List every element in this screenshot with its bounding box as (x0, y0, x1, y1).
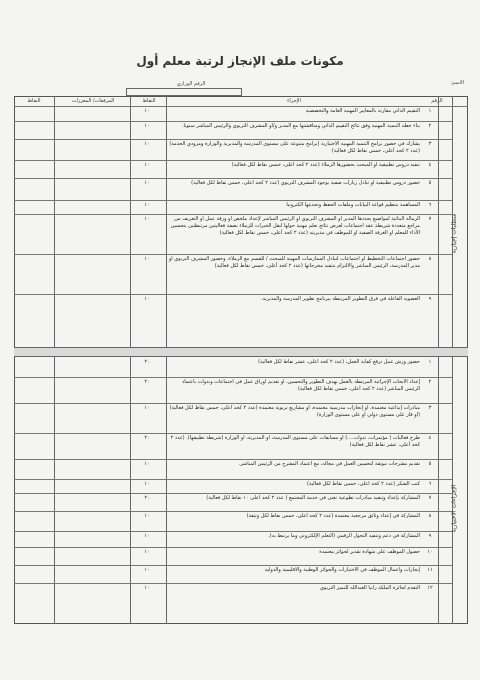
column-divider (438, 96, 439, 624)
section-label-mandatory: متطلبات إجبارية (450, 213, 458, 254)
row-points: ١٠ (144, 533, 150, 539)
row-points: ١٠ (144, 461, 150, 467)
column-divider (130, 96, 131, 624)
row-points: ١٠ (144, 481, 150, 487)
row-number: ٤ (428, 162, 432, 168)
row-procedure: إعداد الأبحاث الإجرائية المرتبطة بالعمل بهدف التطوير والتحسين، او تقديم اوراق عمل في اجتماعات وندوات باعتماد الرئيس المباشر (عدد ٢ كحد أعلى، خمس نقاط لكل فعالية) (182, 379, 420, 392)
page-title: مكونات ملف الإنجاز لرتبة معلم أول (136, 54, 344, 68)
header-points: النقاط (142, 98, 156, 104)
column-divider (54, 96, 55, 624)
row-divider (14, 547, 452, 548)
header-number: الرقم (431, 98, 443, 104)
row-points: ٢٠ (144, 495, 150, 501)
column-divider (452, 96, 453, 624)
header-points-awarded: النقاط (27, 98, 41, 104)
row-points: ١٠ (144, 567, 150, 573)
row-number: ١٠ (427, 549, 433, 555)
row-procedure: تنفيذ دروس تطبيقية أو المبحث بحضورها الزملاء (عدد ٢ كحد أعلى، خمس نقاط لكل فعالية) (231, 162, 420, 168)
row-number: ٥ (428, 180, 432, 186)
row-divider (14, 254, 452, 255)
header-attachments: المرفقات/ المعززات (71, 98, 115, 104)
row-procedure: التقدم لجائزة الملكة رانيا العبدالله للتميز التربوي (320, 585, 420, 591)
row-procedure: كتب الشكر (عدد ٢ كحد أعلى، خمس نقاط لكل فعالية) (307, 481, 420, 487)
row-points: ١٠ (144, 585, 150, 591)
header-divider (14, 106, 468, 107)
row-points: ١٠ (144, 202, 150, 208)
row-points: ١٠ (144, 405, 150, 411)
section-separator (14, 347, 468, 357)
row-procedure: يشارك في حضور برامج التنمية المهنية الاختيارية (برامج متنوعة على مستوى المدرسة والمديرية والوزارة ومزودي الخدمة) (عدد ٢ كحد أعلى، خمس نقاط لكل فعالية) (169, 141, 420, 154)
row-divider (14, 160, 452, 161)
row-divider (14, 433, 452, 434)
row-divider (14, 459, 452, 460)
row-number: ٢ (428, 123, 432, 129)
row-points: ٢٠ (144, 359, 150, 365)
row-points: ١٠ (144, 141, 150, 147)
row-number: ٦ (428, 202, 432, 208)
row-number: ٩ (428, 533, 432, 539)
row-number: ٣ (428, 141, 432, 147)
row-number: ٩ (428, 296, 432, 302)
row-divider (14, 565, 452, 566)
row-procedure: بناء خطة التنمية المهنية وفق نتائج التقييم الذاتي ومناقشتها مع المدير و/أو المشرف التربوي والرئيس المباشر سنوياً. (181, 123, 420, 129)
row-divider (14, 377, 452, 378)
row-divider (14, 531, 452, 532)
ministry-number-box (126, 88, 242, 96)
row-points: ١٠ (144, 216, 150, 222)
row-procedure: حصول الموظف على شهادة تقدير لجوائز معتمدة (319, 549, 420, 555)
row-number: ٢ (428, 379, 432, 385)
row-points: ١٠ (144, 108, 150, 114)
row-divider (14, 493, 452, 494)
row-procedure: المشاركة في دعم وتنفيذ التحول الرقمي (التعلم الإلكتروني وما يرتبط به). (268, 533, 420, 539)
row-procedure: المشاركة في إعداد وثائق مرجعية معتمدة (عدد ٢ كحد أعلى، خمس نقاط لكل وثيقة) (246, 513, 420, 519)
row-points: ٢٠ (144, 435, 150, 441)
row-procedure: المساهمة بتنظيم قواعد البيانات وملفات الحفظ وتحديثها الكترونيا (286, 202, 420, 208)
row-procedure: تقديم مقترحات موثقة لتحسين العمل في مجاله، مع اعتماد المقترح من الرئيس المباشر. (238, 461, 420, 467)
row-number: ٣ (428, 405, 432, 411)
row-divider (14, 511, 452, 512)
row-divider (14, 121, 452, 122)
row-points: ١٠ (144, 162, 150, 168)
row-procedure: إنجازات وأعمال الموظف في الاختبارات والجوائز الوطنية والاقليمية والدولية (264, 567, 420, 573)
row-procedure: العضوية الفاعلة في فرق التطوير المرتبطة ببرنامج تطوير المدرسة والمديرية. (260, 296, 420, 302)
row-points: ١٠ (144, 256, 150, 262)
row-number: ٦ (428, 481, 432, 487)
row-procedure: التقييم الذاتي مقارنة بالمعايير المهنية العامة والتخصصية (305, 108, 420, 114)
row-divider (14, 214, 452, 215)
row-number: ٧ (428, 495, 432, 501)
row-number: ١٢ (427, 585, 433, 591)
row-procedure: طرح فعاليات ( مؤتمرات، ندوات....) او مسابقات على مستوى المدرسة، أو المديرية، أو الوزارة (شريطة تطبيقها). (عدد ٢ كحد أعلى، عشر نقاط لكل فعالية) (170, 435, 420, 448)
row-points: ١٠ (144, 180, 150, 186)
row-divider (14, 139, 452, 140)
row-divider (14, 583, 452, 584)
row-number: ٤ (428, 435, 432, 441)
row-number: ١ (428, 108, 432, 114)
row-number: ٨ (428, 513, 432, 519)
row-procedure: حضور اجتماعات التخطيط أو اجتماعات لتبادل الممارسات المهنية للمبحث / للقسم مع الزملاء، وحضور المشرف التربوي أو مدير المدرسة، الرئيس المباشر والالتزام بتنفيذ مخرجاتها (عدد ٢ كحد أعلى، خمس نقاط لكل فعالية) (168, 256, 420, 269)
row-points: ٢٠ (144, 379, 150, 385)
row-procedure: مبادرات إبداعية معتمدة، او إنجازات مدرسية معتمدة، أو مشاريع تربوية معتمدة (عدد ٢ كحد أعلى، خمس نقاط لكل فعالية) (او فاز على مستوى دولي او على مستوى الوزارة) (169, 405, 420, 418)
row-points: ١٠ (144, 513, 150, 519)
name-label: الاسم: (450, 80, 464, 86)
column-divider (166, 96, 167, 624)
row-points: ١٠ (144, 296, 150, 302)
row-divider (14, 479, 452, 480)
row-number: ٧ (428, 216, 432, 222)
row-number: ٨ (428, 256, 432, 262)
row-procedure: المشاركة بإعداد وتنفيذ مبادرات تطوعية تعنى في خدمة المجتمع ( عدد ٢ كحد أعلى ١٠ نقاط لكل فعالية) (206, 495, 420, 501)
row-number: ١١ (427, 567, 433, 573)
header-procedure: الإجراء (287, 98, 301, 104)
row-points: ١٠ (144, 549, 150, 555)
row-divider (14, 403, 452, 404)
ministry-number-label: الرقم الوزاري (176, 81, 206, 87)
row-number: ١ (428, 359, 432, 365)
row-points: ١٠ (144, 123, 150, 129)
row-procedure: حضور ورش عمل ترفع كفاية العمل، (عدد ٢ كحد أعلى، عشر نقاط لكل فعالية) (258, 359, 420, 365)
section-label-optional: الإجراءات الاختيارية (450, 484, 458, 533)
row-divider (14, 178, 452, 179)
row-divider (14, 200, 452, 201)
row-divider (14, 294, 452, 295)
row-procedure: الزمالة البنائية لمواضيع يحددها المدير او المشرف التربوي او الرئيس المباشر لإعداد ملخص او ورقة عمل او التعريف من مراجع متعددة شريطة عقد اجتماعات لعرض نتائج تعلم مهنية حولها لنقل الخبرات للزملاء بصفة فعاليتين مرتبطتين بتحسين الأداء للمعلم او الغرفة الصفية او للموظف في مديريته (عدد ٢ كحد أعلى، خمس نقاط لكل فعالية) (170, 216, 420, 236)
row-number: ٥ (428, 461, 432, 467)
row-procedure: حضور دروس تطبيقية أو تبادل زيارات صفية بوجود المشرف التربوي (عدد ٢ كحد أعلى، خمس نقاط لكل فعالية) (191, 180, 420, 186)
